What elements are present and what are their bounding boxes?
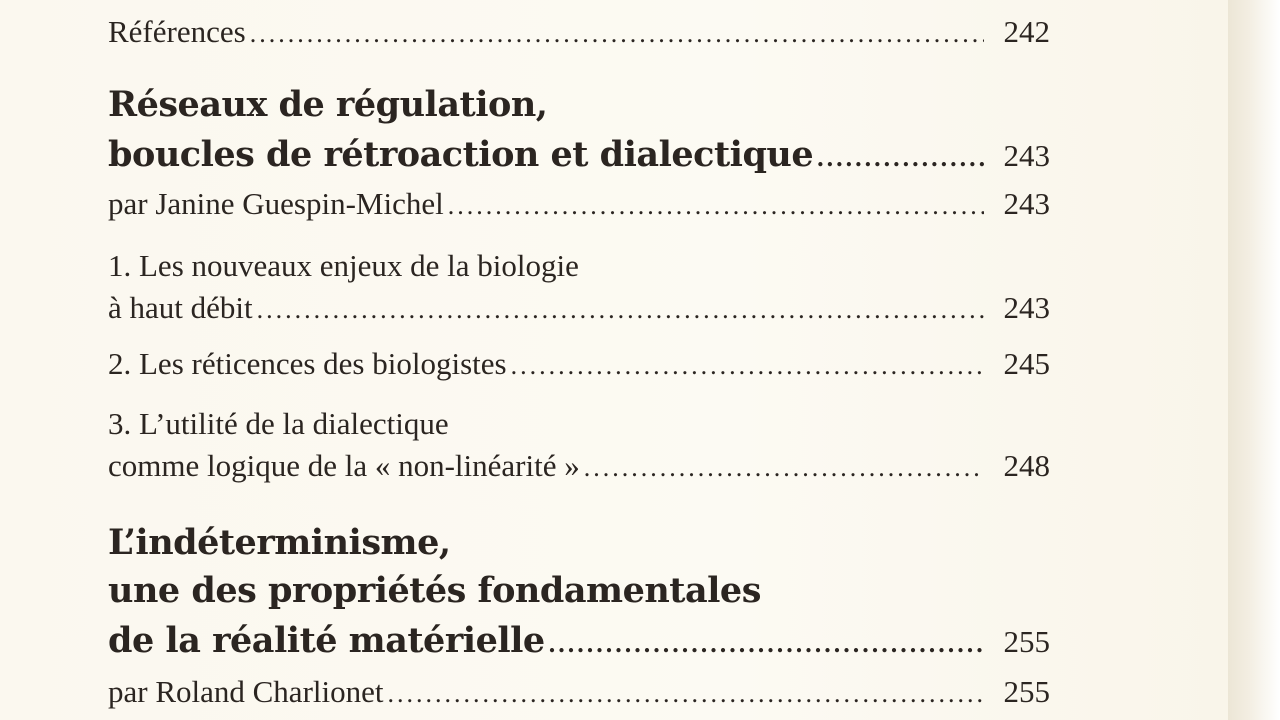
section-title-line: 1. Les nouveaux enjeux de la biologie	[108, 248, 579, 283]
toc-page-number: 245	[1003, 346, 1050, 381]
toc-entry-references	[108, 14, 1050, 50]
toc-entry-section	[108, 346, 1050, 382]
toc-entry-author	[108, 674, 1050, 710]
chapter-title-line: L’indéterminisme,	[108, 522, 451, 563]
toc-entry-chapter1	[108, 134, 1050, 175]
toc-entry-title: Références	[108, 14, 246, 49]
dot-leader	[257, 295, 984, 325]
toc-page-number: 242	[1003, 14, 1050, 49]
section-title-line: à haut débit	[108, 290, 253, 325]
chapter-title-line: une des propriétés fondamentales	[108, 570, 761, 611]
section-title-line: comme logique de la « non-linéarité »	[108, 448, 580, 483]
chapter-title-line: de la réalité matérielle	[108, 620, 545, 661]
page-edge	[1228, 0, 1280, 720]
toc-page-number: 255	[1003, 674, 1050, 709]
toc-entry-chapter2	[108, 620, 1050, 661]
toc-page-number: 243	[1003, 186, 1050, 221]
author-name: par Roland Charlionet	[108, 674, 384, 709]
chapter-title-line: Réseaux de régulation,	[108, 84, 548, 125]
section-title-line: 3. L’utilité de la dialectique	[108, 406, 449, 441]
toc-page-number: 243	[1003, 138, 1050, 173]
toc-entry-section	[108, 448, 1050, 484]
dot-leader	[250, 19, 984, 49]
toc-page-number: 243	[1003, 290, 1050, 325]
dot-leader	[549, 629, 984, 659]
dot-leader	[448, 191, 984, 221]
toc-entry-author	[108, 186, 1050, 222]
toc-page-number: 248	[1003, 448, 1050, 483]
toc-page-number: 255	[1003, 624, 1050, 659]
section-title-line: 2. Les réticences des biologistes	[108, 346, 507, 381]
toc-entry-section	[108, 290, 1050, 326]
dot-leader	[817, 143, 984, 173]
dot-leader	[388, 679, 985, 709]
author-name: par Janine Guespin-Michel	[108, 186, 444, 221]
dot-leader	[511, 351, 984, 381]
chapter-title-line: boucles de rétroaction et dialectique	[108, 134, 814, 175]
dot-leader	[584, 453, 984, 483]
